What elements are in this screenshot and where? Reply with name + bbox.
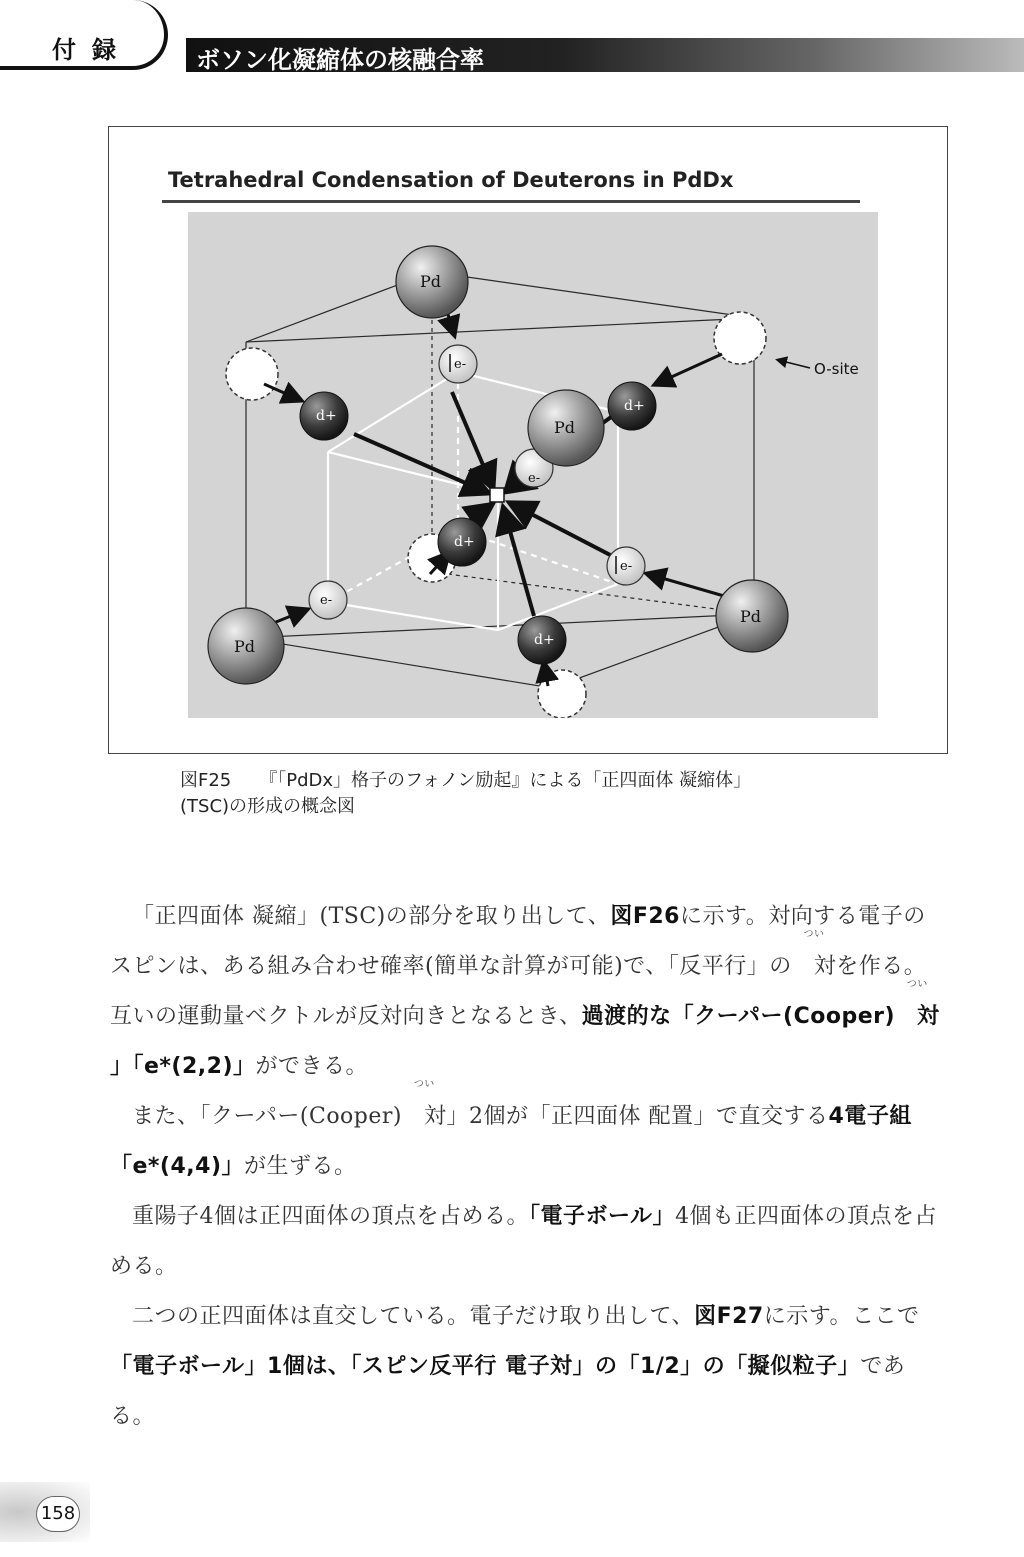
paragraph-3: 重陽子4個は正四面体の頂点を占める。「電子ボール」4個も正四面体の頂点を占める。	[110, 1204, 938, 1279]
ruby-word: つい 対	[413, 1079, 447, 1129]
svg-text:e-: e-	[320, 593, 333, 608]
body-text	[110, 892, 948, 1442]
deuteron-center	[438, 518, 486, 566]
running-title: ボソン化凝縮体の核融合率	[196, 46, 484, 74]
deuteron-bottom	[518, 616, 566, 664]
figure-caption	[180, 768, 920, 820]
ruby-word: つい 対	[803, 929, 837, 979]
paragraph-4: 二つの正四面体は直交している。電子だけ取り出して、図F27に示す。ここで「電子ボール」1個は、「スピン反平行 電子対」の「1/2」の「擬似粒子」である。	[110, 1304, 920, 1429]
figure-reference: 図F26	[610, 904, 680, 929]
emphasis: 「電子ボール」1個は、「スピン反平行 電子対」の「1/2」の「擬似粒子」	[110, 1354, 861, 1379]
deuteron-left	[300, 392, 348, 440]
lattice-diagram	[188, 212, 878, 718]
figure-number: 図F25	[180, 770, 232, 791]
svg-text:e-: e-	[620, 559, 633, 574]
deuteron-right	[608, 382, 656, 430]
emphasis: 過渡的な「クーパー(Cooper) つい 対」「e*(2,2)」	[110, 979, 940, 1079]
svg-text:d+: d+	[316, 408, 337, 424]
page-number: 158	[36, 1496, 80, 1532]
figure-caption-line1: 『「PdDx」格子のフォノン励起』による「正四面体 凝縮体」	[259, 770, 752, 791]
o-site-label: O-site	[814, 360, 859, 378]
electron-right	[607, 547, 645, 585]
svg-text:Pd: Pd	[740, 607, 762, 626]
svg-text:d+: d+	[534, 632, 555, 648]
svg-text:Pd: Pd	[234, 637, 256, 656]
svg-text:e-: e-	[454, 357, 467, 372]
chapter-tab-label: 付録	[52, 36, 132, 64]
emphasis: 4電子組「e*(4,4)」	[110, 1104, 912, 1179]
pd-atom-center	[528, 390, 604, 466]
figure-heading: Tetrahedral Condensation of Deuterons in PdDx	[168, 168, 734, 192]
pd-atom-left	[208, 608, 284, 684]
electron-left	[309, 581, 347, 619]
pd-atom-top	[396, 246, 468, 318]
figure-caption-line2: (TSC)の形成の概念図	[180, 796, 356, 817]
svg-text:Pd: Pd	[420, 272, 442, 291]
center-vacancy	[490, 488, 504, 502]
paragraph-2: また、「クーパー(Cooper) つい 対」2個が「正四面体 配置」で直交する4電子組「e*(4,4)」が生ずる。	[110, 1079, 912, 1179]
electron-top	[439, 345, 477, 383]
figure-reference: 図F27	[694, 1304, 764, 1329]
figure-heading-rule	[162, 200, 860, 203]
svg-text:e-: e-	[528, 471, 541, 486]
pd-atom-right	[716, 580, 788, 652]
svg-text:d+: d+	[624, 398, 645, 414]
svg-text:d+: d+	[454, 534, 475, 550]
svg-text:Pd: Pd	[554, 418, 576, 437]
emphasis: 「電子ボール」	[529, 1204, 676, 1229]
paragraph-1: 「正四面体 凝縮」(TSC)の部分を取り出して、図F26に示す。対向する電子のスピンは、ある組み合わせ確率(簡単な計算が可能)で、「反平行」の つい 対を作る。互いの運動量ベクトルが反対向きとなるとき、過渡的な「クーパー(Cooper) つい 対」「e*(2,2)」ができる。	[110, 904, 940, 1079]
